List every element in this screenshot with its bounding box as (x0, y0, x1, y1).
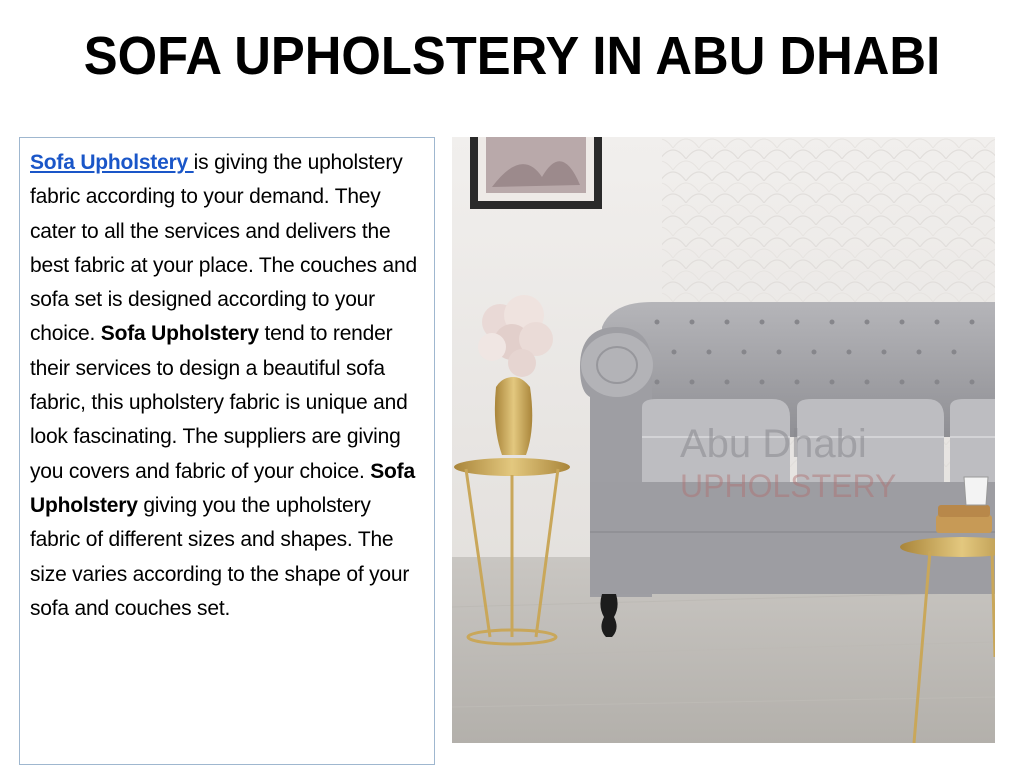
watermark-text-1: Abu Dhabi (680, 422, 867, 466)
body-text-3: giving you the upholstery fabric of different sizes and shapes. The size varies according to the shape of your sofa and couches set. (30, 493, 410, 620)
body-bold-2: Sofa Upholstery (30, 459, 415, 517)
body-text-2: tend to render their services to design a beautiful sofa fabric, this upholstery fabric is unique and look fascinating. The suppliers are giving you covers and fabric of your choice. (30, 322, 408, 483)
body-text-1: is giving the upholstery fabric according to your demand. They cater to all the services and delivers the best fabric at your place. The couches and sofa set is designed according to your choice. (30, 151, 417, 346)
sofa-photo (452, 137, 995, 743)
description-paragraph (30, 146, 424, 626)
wall-frame (470, 137, 602, 209)
watermark-text-2: UPHOLSTERY (680, 468, 897, 504)
description-text-box (19, 137, 435, 765)
slide-title: SOFA UPHOLSTERY IN ABU DHABI (83, 26, 941, 86)
body-bold-1: Sofa Upholstery (100, 322, 259, 346)
sofa-upholstery-link[interactable]: Sofa Upholstery (30, 151, 194, 174)
